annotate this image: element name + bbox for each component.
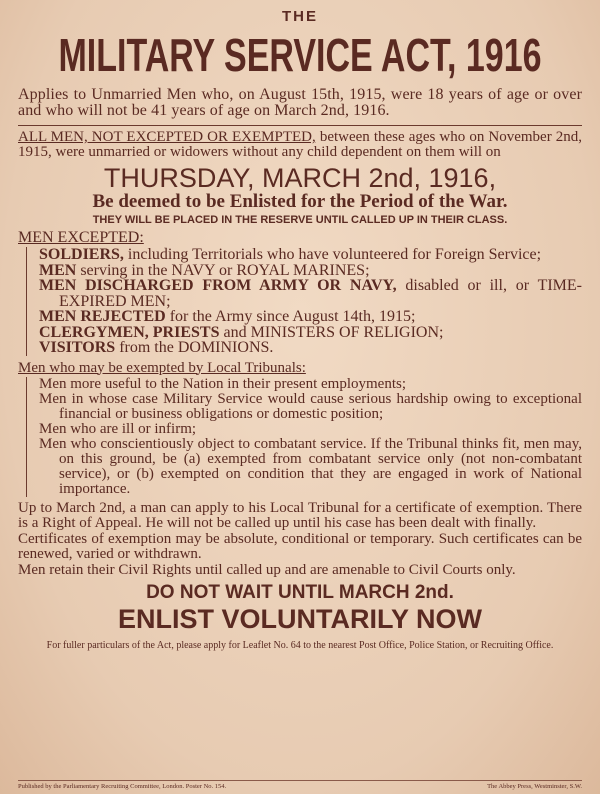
tribunal-item: Men who conscientiously object to combatant service. If the Tribunal thinks fit, men may, on this ground, be (a) exempted from combatant service only (not non-combatant service), or (b) exempted on condition that they are engaged in work of National importance. [39,435,582,497]
excepted-item: CLERGYMEN, PRIESTS and MINISTERS OF RELIGION; [39,323,444,341]
excepted-item: MEN serving in the NAVY or ROYAL MARINES; [39,261,370,279]
do-not-wait: DO NOT WAIT UNTIL MARCH 2nd. [146,581,454,603]
tribunal-item: Men more useful to the Nation in their present employments; [39,375,407,392]
enlist-now: ENLIST VOLUNTARILY NOW [117,603,482,634]
civil-rights-paragraph: Men retain their Civil Rights until called up and are amenable to Civil Courts only. [18,561,516,578]
all-men-lead: ALL MEN, NOT EXCEPTED OR EXEMPTED, [18,129,316,145]
tribunals-list [26,377,582,497]
printer-note: The Abbey Press, Westminster, S.W. [487,783,582,790]
certificates-paragraph: Certificates of exemption may be absolute, conditional or temporary. Such certificates can be renewed, varied or withdrawn. [18,530,582,562]
footer [18,780,582,790]
all-men-rest: between these ages who on November 2nd, 1915, were unmarried or widowers without any child dependent on them will on [18,129,582,160]
all-men-paragraph [18,130,582,160]
excepted-item: MEN DISCHARGED FROM ARMY OR NAVY, disabled or ill, or TIME-EXPIRED MEN; [39,277,583,310]
reserve-notice: THEY WILL BE PLACED IN THE RESERVE UNTIL CALLED UP IN THEIR CLASS. [92,214,508,226]
excepted-item: SOLDIERS, including Territorials who have volunteered for Foreign Service; [39,246,542,263]
the-label: THE [282,8,318,25]
applies-text: Applies to Unmarried Men who, on August 15th, 1915, were 18 years of age or over and who will not be 41 years of age on March 2nd, 1916. [18,86,582,119]
excepted-item: VISITORS from the DOMINIONS. [39,339,274,356]
tribunal-item: Men in whose case Military Service would cause serious hardship owing to exceptional financial or business obligations or domestic position; [39,390,582,422]
excepted-heading: MEN EXCEPTED: [18,229,144,246]
fuller-particulars: For fuller particulars of the Act, please apply for Leaflet No. 64 to the nearest Post Office, Police Station, or Recruiting Office. [46,639,554,651]
excepted-list [26,247,582,356]
enlistment-date: THURSDAY, MARCH 2nd, 1916, [103,163,497,193]
deemed-enlisted: Be deemed to be Enlisted for the Period of the War. [92,191,508,212]
tribunals-heading: Men who may be exempted by Local Tribunals: [18,359,306,376]
publisher-note: Published by the Parliamentary Recruiting Committee, London. Poster No. 154. [18,783,227,790]
poster-title: MILITARY SERVICE ACT, 1916 [58,30,542,82]
exemption-paragraph: Up to March 2nd, a man can apply to his Local Tribunal for a certificate of exemption. There is a Right of Appeal. He will not be called up until his case has been dealt with finally. [18,499,582,531]
tribunal-item: Men who are ill or infirm; [39,420,197,437]
excepted-item: MEN REJECTED for the Army since August 14th, 1915; [39,308,416,325]
divider [18,125,582,126]
